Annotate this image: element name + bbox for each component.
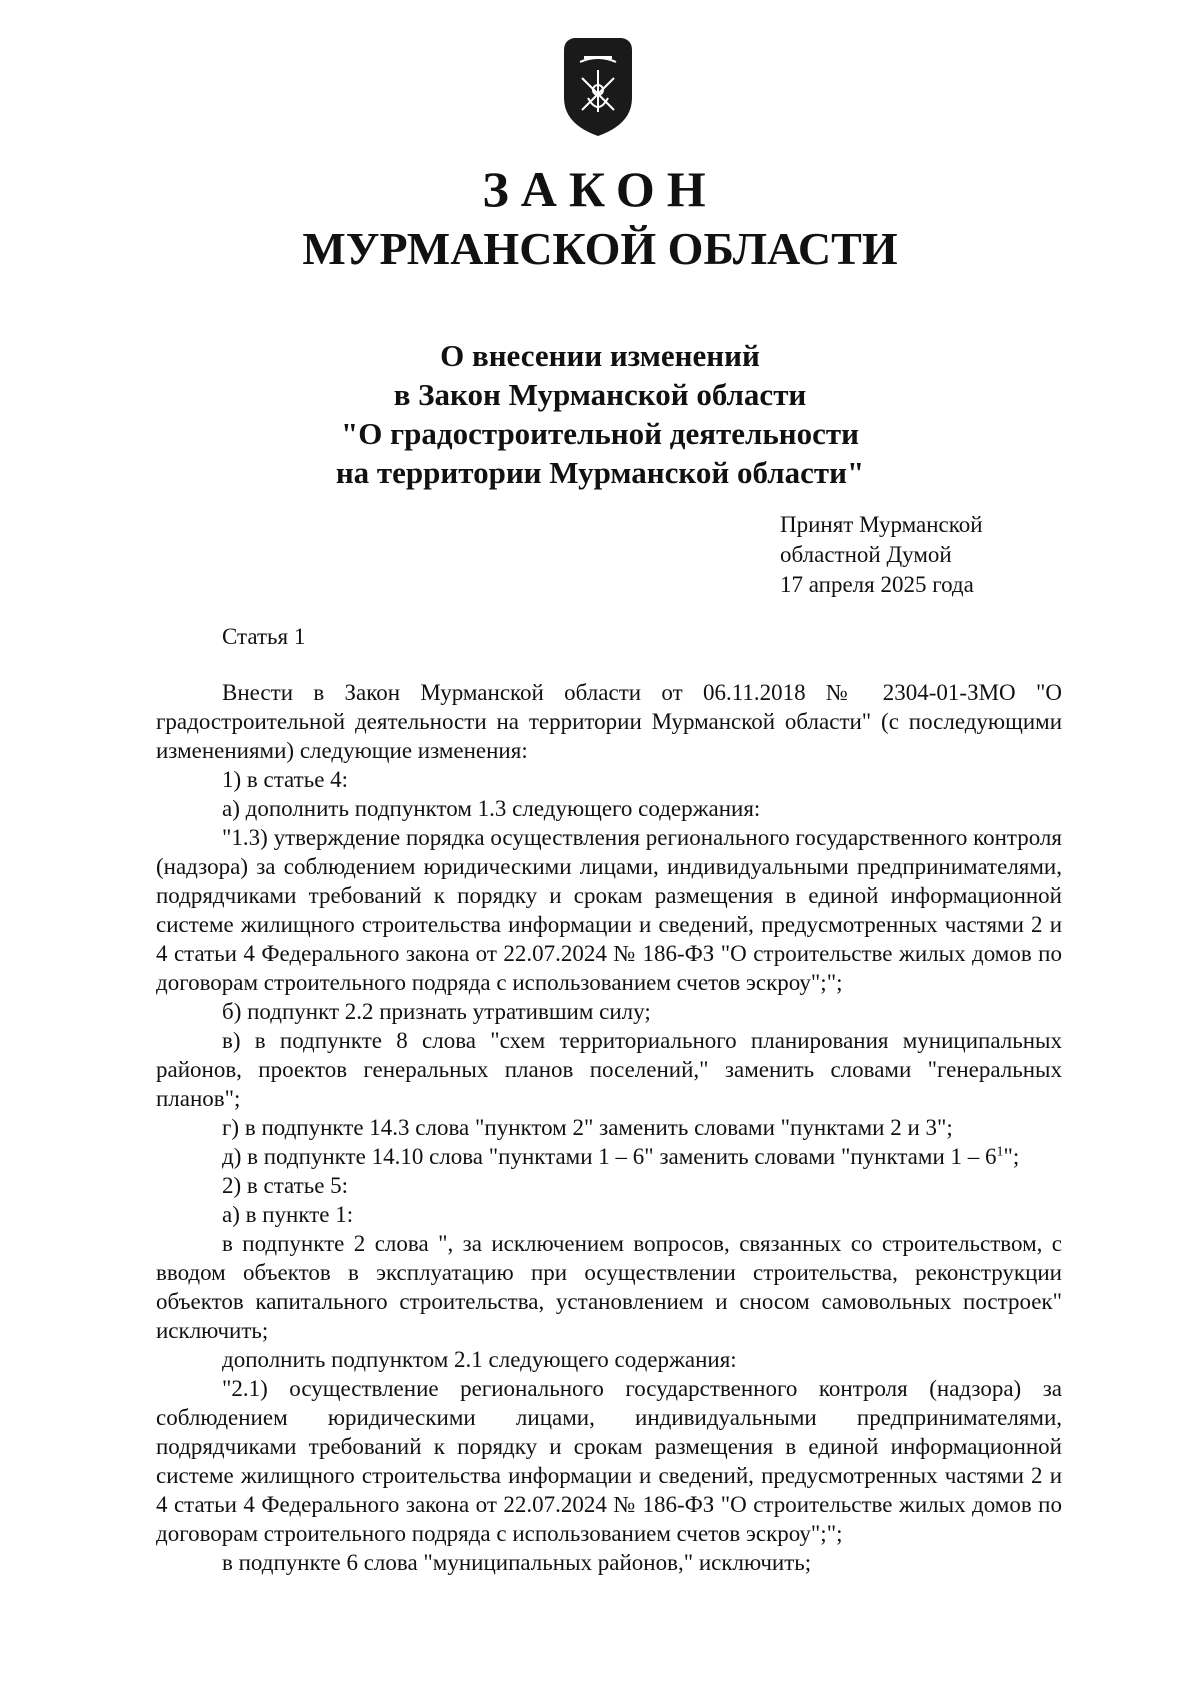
subtitle-line: "О градостроительной деятельности	[341, 416, 859, 451]
adoption-note	[780, 510, 983, 600]
paragraph: а) дополнить подпунктом 1.3 следующего содержания:	[222, 796, 761, 821]
paragraph: 1) в статье 4:	[222, 767, 349, 792]
paragraph: а) в пункте 1:	[222, 1202, 354, 1227]
paragraph: г) в подпункте 14.3 слова "пунктом 2" заменить словами "пунктами 2 и 3";	[222, 1115, 953, 1140]
article-heading: Статья 1	[222, 624, 306, 649]
subtitle-line: в Закон Мурманской области	[393, 377, 807, 412]
paragraph: в подпункте 6 слова "муниципальных районов," исключить;	[222, 1550, 812, 1575]
superscript: 1	[996, 1144, 1004, 1160]
document-title: ЗАКОН	[482, 161, 718, 217]
article-body	[156, 678, 1062, 1577]
adoption-line: Принят Мурманской	[780, 512, 983, 537]
paragraph: б) подпункт 2.2 признать утратившим силу;	[222, 999, 651, 1024]
paragraph-text: д) в подпункте 14.10 слова "пунктами 1 – 6" заменить словами "пунктами 1 – 6	[222, 1144, 997, 1169]
paragraph: "2.1) осуществление регионального государственного контроля (надзора) за соблюдением юридическими лицами, индивидуальными предпринимателями, подрядчиками требований к порядку и срокам размещения в единой информационной системе жилищного строительства информации и сведений, предусмотренных частями 2 и 4 статьи 4 Федерального закона от 22.07.2024 № 186-ФЗ "О строительстве жилых домов по договорам строительного подряда с использованием счетов эскроу";";	[156, 1376, 1062, 1546]
subtitle-line: О внесении изменений	[440, 338, 760, 373]
adoption-date: 17 апреля 2025 года	[780, 572, 974, 597]
paragraph: 2) в статье 5:	[222, 1173, 349, 1198]
subtitle-line: на территории Мурманской области"	[335, 455, 865, 490]
paragraph-tail: ";	[1003, 1144, 1020, 1169]
paragraph: "1.3) утверждение порядка осуществления регионального государственного контроля (надзора) за соблюдением юридическими лицами, индивидуальными предпринимателями, подрядчиками требований к порядку и срокам размещения в единой информационной системе жилищного строительства информации и сведений, предусмотренных частями 2 и 4 статьи 4 Федерального закона от 22.07.2024 № 186-ФЗ "О строительстве жилых домов по договорам строительного подряда с использованием счетов эскроу";";	[156, 825, 1062, 995]
coat-of-arms-icon	[558, 32, 638, 140]
law-subtitle	[0, 336, 1200, 492]
document-title-region: МУРМАНСКОЙ ОБЛАСТИ	[302, 223, 898, 274]
paragraph	[156, 1142, 1062, 1171]
paragraph: дополнить подпунктом 2.1 следующего содержания:	[222, 1347, 737, 1372]
paragraph: в подпункте 2 слова ", за исключением вопросов, связанных со строительством, с вводом объектов в эксплуатацию при осуществлении строительства, реконструкции объектов капитального строительства, установлением и сносом самовольных построек" исключить;	[156, 1231, 1062, 1343]
paragraph: Внести в Закон Мурманской области от 06.11.2018 № 2304-01-ЗМО "О градостроительной деятельности на территории Мурманской области" (с последующими изменениями) следующие изменения:	[156, 680, 1062, 763]
paragraph: в) в подпункте 8 слова "схем территориального планирования муниципальных районов, проектов генеральных планов поселений," заменить словами "генеральных планов";	[156, 1028, 1062, 1111]
adoption-line: областной Думой	[780, 542, 952, 567]
